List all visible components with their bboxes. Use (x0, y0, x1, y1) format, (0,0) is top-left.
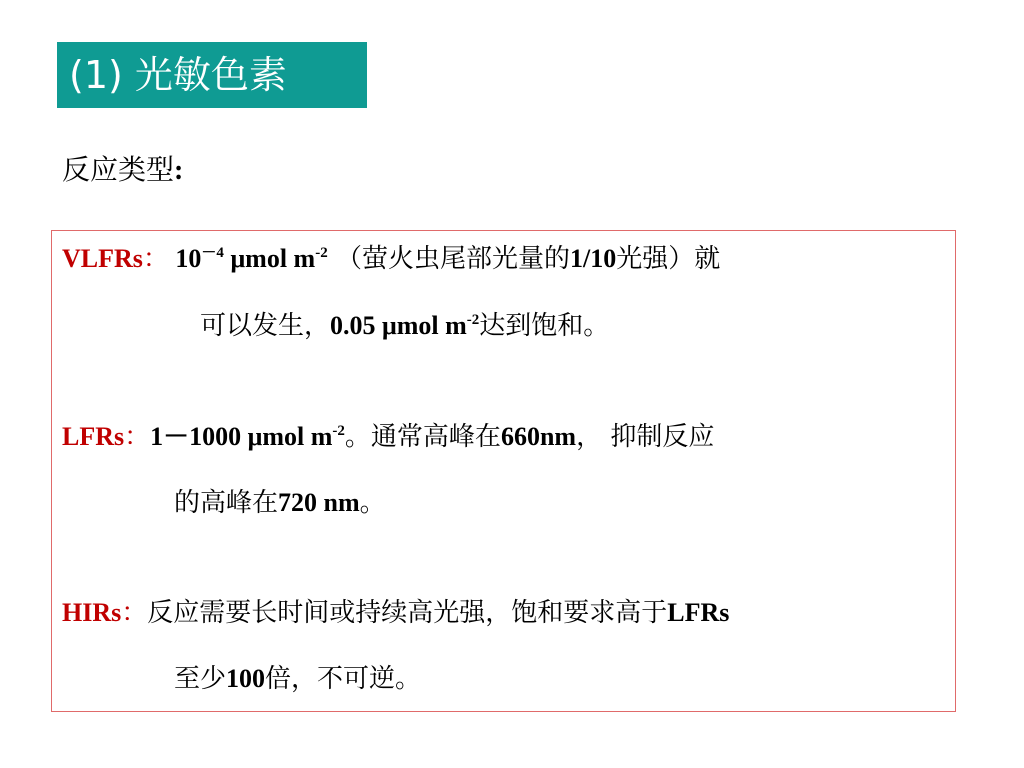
vlfr-l2-b: 0.05 μmol m (330, 311, 467, 340)
vlfr-term: VLFRs (62, 244, 143, 273)
lfr-peak-value: 660nm (500, 422, 577, 451)
vlfr-line-2 (200, 309, 609, 343)
lfr-l2-c: 。 (359, 488, 386, 518)
lfr-text-b: ， 抑制反应 (576, 422, 715, 452)
subtitle (62, 150, 183, 191)
hir-term: HIRs (62, 598, 122, 627)
lfr-sup: -2 (332, 423, 345, 439)
vlfr-sup-2: -2 (315, 245, 328, 261)
lfr-value: 1－1000 μmol m (150, 422, 333, 451)
lfr-line-1 (62, 420, 714, 454)
vlfr-note-b: 1/10 (569, 244, 617, 273)
slide-title: (1) 光敏色素 (57, 42, 367, 108)
vlfr-line-1 (62, 242, 720, 276)
vlfr-term-sep: ： (142, 244, 169, 273)
lfr-l2-b: 720 nm (278, 488, 360, 517)
vlfr-l2-c: 达到饱和。 (479, 311, 610, 341)
lfr-line-2 (174, 486, 386, 520)
vlfr-note-c: 光强）就 (616, 244, 721, 274)
vlfr-l2-sup: -2 (466, 312, 480, 328)
content-box (51, 230, 956, 712)
vlfr-l2-a: 可以发生， (200, 311, 331, 341)
hir-term-sep: ： (121, 598, 148, 627)
hir-l2-a: 至少 (174, 664, 227, 694)
hir-l2-b: 100 (226, 664, 266, 693)
hir-line-2 (174, 662, 421, 696)
lfr-text-a: 。通常高峰在 (344, 422, 501, 452)
hir-l2-c: 倍，不可逆。 (265, 664, 422, 694)
lfr-term-sep: ： (124, 422, 151, 451)
vlfr-sup-1: －4 (201, 245, 224, 261)
vlfr-value-a: 10 (175, 244, 202, 273)
hir-line-1 (62, 596, 729, 630)
hir-text-b: LFRs (667, 598, 730, 627)
lfr-term: LFRs (62, 422, 125, 451)
vlfr-value-b: μmol m (223, 244, 316, 273)
subtitle-colon: : (174, 155, 184, 186)
lfr-l2-a: 的高峰在 (174, 488, 279, 518)
hir-text-a: 反应需要长时间或持续高光强，饱和要求高于 (147, 598, 668, 628)
subtitle-text: 反应类型 (62, 153, 175, 186)
vlfr-note-a: （萤火虫尾部光量的 (327, 244, 570, 274)
